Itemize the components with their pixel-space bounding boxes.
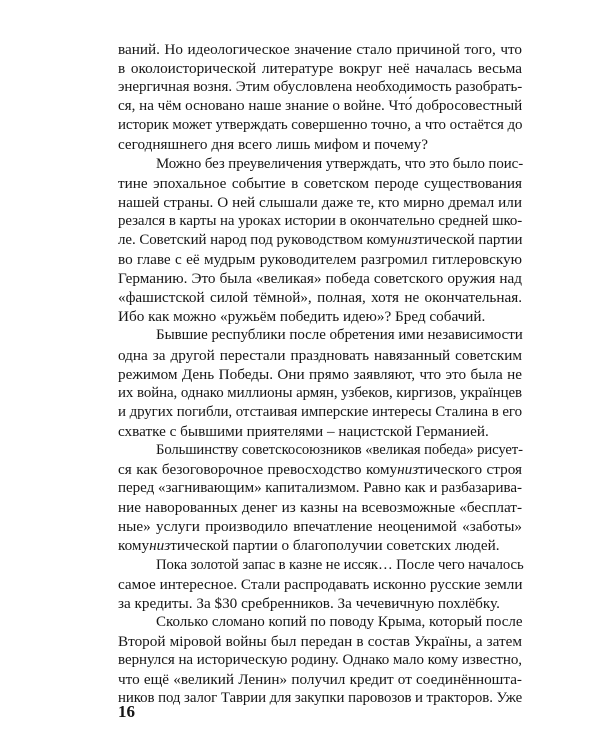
text-line: схватке с бывшими приятелями – нацистской Германией. [118,422,489,440]
text-line: Можно без преувеличения утверждать, что это было поис- [156,155,524,172]
text-line [118,536,522,555]
text-line: Большинству советскосоюзников «великая победа» рисует- [156,441,523,458]
text-line: ся, на чём основано наше знание о войне. Что́ добросовестный [118,98,523,115]
text-line: и других погибли, отстаивая имперские интересы Сталина в его [118,403,522,420]
text-run: ся как безоговорочное превосходство кому [118,461,398,479]
page-number: 16 [118,702,135,721]
text-run: ле. Советский народ под руководством кому [118,231,397,248]
text-line: вернулся на историческую родину. Однако мало кому известно, [118,652,522,668]
text-line: Пока золотой запас в казне не иссяк… После чего началось [156,556,524,573]
italic-text-run: низ [396,231,418,248]
text-line: Сколько сломано копий по поводу Крыма, который после [156,613,523,630]
text-line: самое интересное. Стали распродавать исконно русские земли [118,575,523,593]
text-line: ваний. Но идеологическое значение стало причиной того, что [118,41,522,58]
text-line: ников под залог Таврии для закупки паровозов и тракторов. Уже [118,690,523,707]
text-line: ние наворованных денег из казны на всевозможные «бесплат- [118,499,522,517]
text-line: перед «загнивающим» капитализмом. Равно как и разбазарива- [118,480,523,497]
text-line: за кредиты. За $30 сребренников. За чечевичную похлёбку. [118,594,500,612]
text-line: сегодняшнего дня всего лишь мифом и почему? [118,136,428,154]
body-text [118,40,522,708]
text-line: «фашистской силой тёмной», полная, хотя не окончательная. [118,289,522,307]
italic-text-run: низ [149,537,171,555]
text-line: одна за другой перестали праздновать навязанный советским [118,346,522,364]
text-line: историк может утверждать совершенно точно, а что остаётся до [118,117,523,134]
italic-text-run: низ [397,461,419,479]
text-line: тине эпохальное событие в советском пероде существования [118,174,522,192]
text-line: энергичная возня. Этим обусловлена необходимость разобрать- [118,79,523,96]
text-line [118,460,522,479]
text-line [118,231,522,250]
text-line: в околоисторической литературе вокруг неё началась весьма [118,60,522,78]
text-run: тического строя [418,461,522,479]
text-line: резался в карты на уроках истории в окончательно средней шко- [118,212,523,229]
text-line: что ещё «великий Ленин» получил кредит от соединённошта- [118,671,522,689]
text-run: кому [118,537,150,555]
text-run: тической партии о благополучии советских людей. [170,537,500,555]
text-line: их война, однако миллионы армян, узбеков, киргизов, українцев [118,384,522,401]
text-run: тической партии [417,231,523,248]
text-line: во главе с её мудрым руководителем разгромил гитлеровскую [118,251,522,269]
text-line: Ибо как можно «ружьём победить идею»? Бред собачий. [118,308,486,326]
text-line: режимом День Победы. Они прямо заявляют, что это была не [118,365,522,383]
text-line: Германию. Это была «великая» победа советского оружия над [118,270,522,288]
text-line: Второй мiровой войны был передан в состав Украïны, а затем [118,632,522,650]
text-line: ные» услуги производило впечатление неоценимой «заботы» [118,518,522,536]
text-line: нашей страны. О ней слышали даже те, кто мирно дремал или [118,193,522,211]
text-line: Бывшие республики после обретения ими независимости [156,327,523,344]
